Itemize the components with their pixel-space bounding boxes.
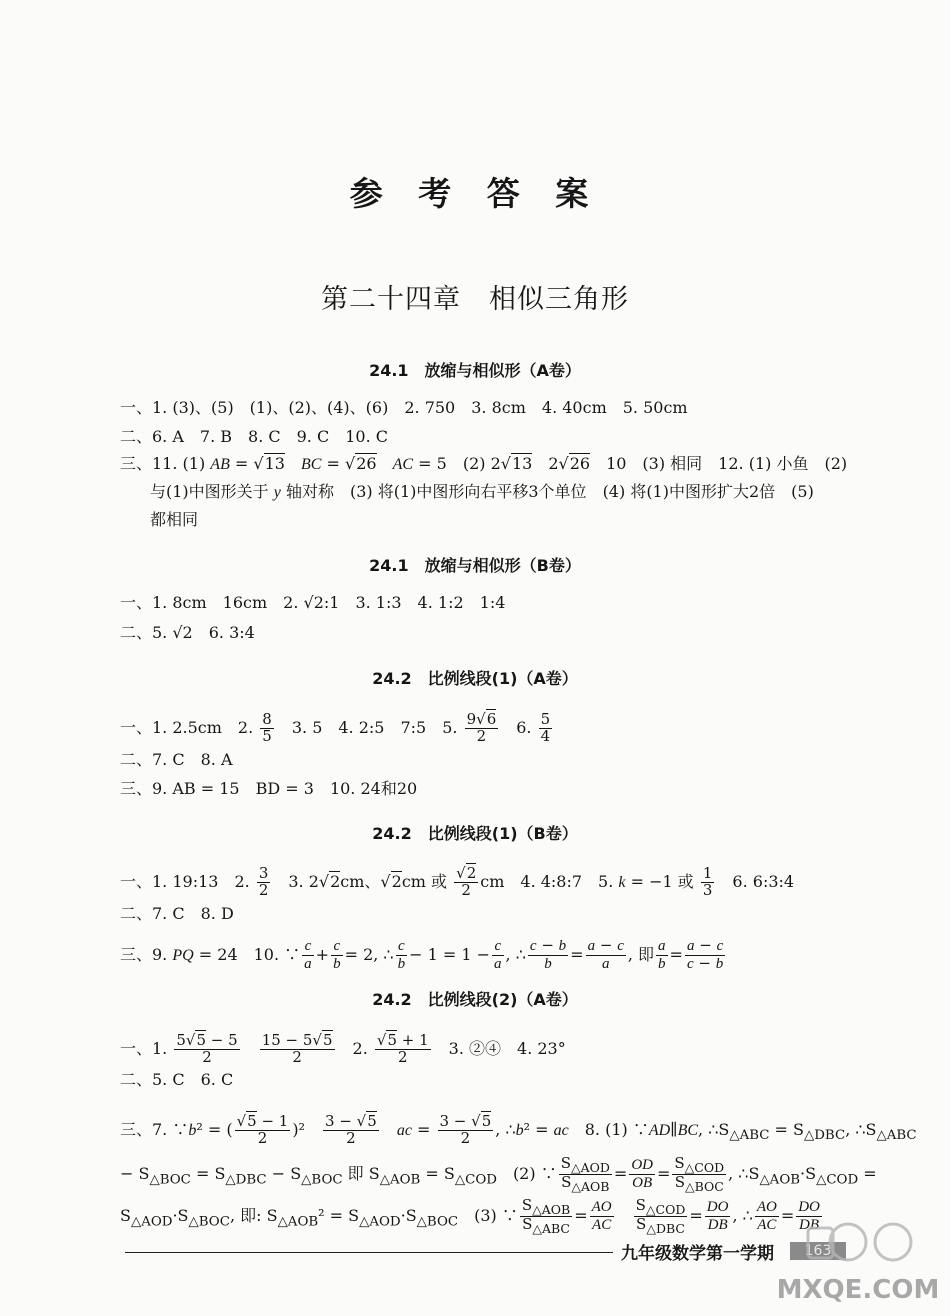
answer-line: 一、1. $\frac{5√5 - 5}{2}$ $\frac{15 - 5√5}{2}$ 2. $\frac{√5 + 1}{2}$ 3. ②④ 4. 23° (120, 1031, 566, 1066)
section-heading: 24.2 比例线段(1)（A卷） (372, 669, 578, 688)
answer-line: 二、5. √2 6. 3:4 (120, 623, 255, 642)
chapter-title: 第二十四章 相似三角形 (321, 284, 629, 315)
answer-line: 一、1. 2.5cm 2. $\frac{8}{5}$ 3. 5 4. 2:5 7:5 5. $\frac{9√6}{2}$ 6. $\frac{5}{4}$ (120, 710, 551, 745)
answer-line: 一、1. (3)、(5) (1)、(2)、(4)、(6) 2. 750 3. 8cm 4. 40cm 5. 50cm (120, 398, 688, 417)
watermark-logo (776, 1220, 940, 1310)
answer-line: $S_{\triangle AOD}\cdot S_{\triangle BOC}$, 即: $S_{\triangle AOB}^2 = S_{\triangle AOD}\cdot S_{\triangle BOC}$ (3) ∵ $S_{\triangle AOB}$ $S_{\triangle ABC}$ = $\frac{AO}{AC}$ $S_{\triangle COD}$ $S_{\triangle DBC}$ = $\frac{DO}{DB}$ , ∴ $\frac{AO}{AC}$ = $\frac{DO}{DB}$ (120, 1196, 820, 1237)
answer-line: 一、1. 8cm 16cm 2. √2:1 3. 1:3 4. 1:2 1:4 (120, 593, 506, 612)
watermark-text: MXQE.COM (776, 1275, 940, 1305)
footer-book-title: 九年级数学第一学期 (621, 1244, 774, 1264)
answer-line: 三、9. AB = 15 BD = 3 10. 24和20 (120, 779, 418, 798)
answer-line: 二、6. A 7. B 8. C 9. C 10. C (120, 427, 388, 446)
page-title: 参 考 答 案 (349, 174, 601, 213)
answer-line: 三、9. PQ = 24 10. ∵ $\frac{c}{a}$ + $\frac{c}{b}$ = 2, ∴ $\frac{c}{b}$ − 1 = 1 − $\frac{c}{a}$ , ∴ $\frac{c - b}{b}$ = $\frac{a - c}{a}$ , 即 $\frac{a}{b}$ = $\frac{a - c}{c - b}$ (120, 936, 724, 972)
answer-line: 都相同 (150, 510, 199, 529)
answer-line: 三、11. (1) AB = √13 BC = √26 AC = 5 (2) 2√13 2√26 10 (3) 相同 12. (1) 小鱼 (2) (120, 454, 848, 473)
page-number: 163 (790, 1242, 846, 1260)
answer-line: 二、5. C 6. C (120, 1070, 234, 1089)
answer-line: 二、7. C 8. A (120, 750, 233, 769)
section-heading: 24.1 放缩与相似形（B卷） (369, 556, 581, 575)
footer-rule (125, 1252, 613, 1253)
answer-line: 一、1. 19:13 2. $\frac{3}{2}$ 3. 2√2cm、√2cm 或 $\frac{√2}{2}$ cm 4. 4:8:7 5. k = −1 或 $\frac{1}{3}$ 6. 6:3:4 (120, 864, 795, 899)
section-heading: 24.1 放缩与相似形（A卷） (369, 361, 581, 380)
section-heading: 24.2 比例线段(1)（B卷） (372, 824, 578, 843)
answer-line: − $S_{\triangle BOC} = S_{\triangle DBC} - S_{\triangle BOC}$ 即 $S_{\triangle AOB} = S_{\triangle COD}$ (2) ∵ $S_{\triangle AOD}$ $S_{\triangle AOB}$ = $\frac{OD}{OB}$ = $S_{\triangle COD}$ $S_{\triangle BOC}$ , $\therefore S_{\triangle AOB}\cdot S_{\triangle COD}$ = (120, 1154, 877, 1195)
answer-line: 三、7. ∵b² = ( $\frac{√5 - 1}{2}$ )² $\frac{3 - √5}{2}$ ac = $\frac{3 - √5}{2}$ , ∴b² = ac 8. (1) ∵AD∥BC, $\therefore S_{\triangle ABC} = S_{\triangle DBC}$, $\therefore S_{\triangle ABC}$ (120, 1112, 917, 1147)
answer-line: 与(1)中图形关于 y 轴对称 (3) 将(1)中图形向右平移3个单位 (4) 将(1)中图形扩大2倍 (5) (150, 482, 814, 501)
section-heading: 24.2 比例线段(2)（A卷） (372, 990, 578, 1009)
answer-line: 二、7. C 8. D (120, 904, 234, 923)
